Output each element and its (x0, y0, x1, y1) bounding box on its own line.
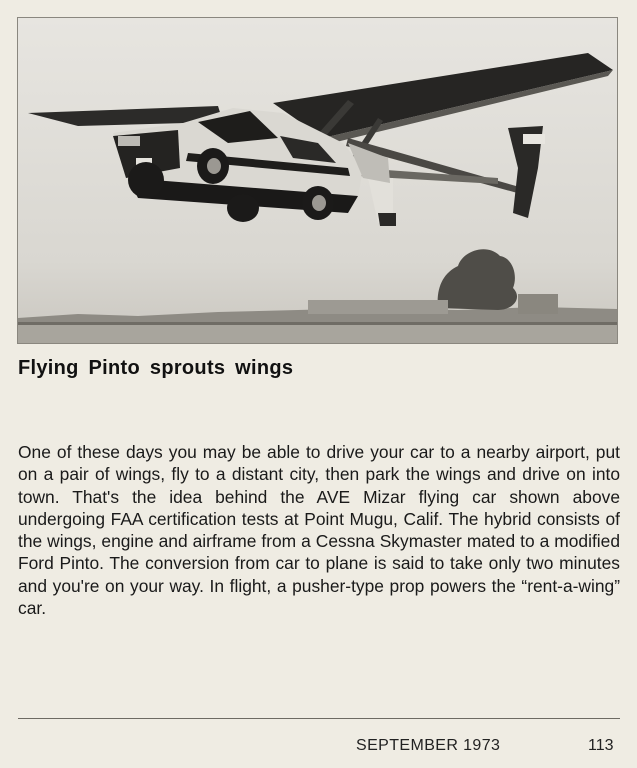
hubcap-front (207, 158, 221, 174)
hubcap-rear (312, 195, 326, 211)
car-headlight (118, 136, 140, 146)
footer-divider (18, 718, 620, 719)
article-photo (17, 17, 618, 344)
tail-fin-left-shadow (378, 213, 396, 226)
page-number: 113 (588, 737, 614, 754)
wheel-front-left (128, 162, 164, 198)
building (518, 294, 558, 314)
hangar (308, 300, 448, 314)
runway (18, 324, 617, 343)
article-headline: Flying Pinto sprouts wings (18, 357, 294, 379)
wheel-rear-left (227, 194, 259, 222)
runway-edge (18, 322, 617, 325)
article-body: One of these days you may be able to drive your car to a nearby airport, put on a pair of wings, fly to a distant city, then park the wings and drive on into town. That's the idea behind the AVE Mizar flying car shown above undergoing FAA certification tests at Point Mugu, Calif. The hybrid consists of the wings, engine and airframe from a Cessna Skymaster mated to a modified Ford Pinto. The conversion from car to plane is said to take only two minutes and you're on your way. In flight, a pusher-type prop powers the “rent-a-wing” car. (18, 442, 620, 619)
tail-fin-marking (523, 134, 545, 144)
issue-date: SEPTEMBER 1973 (356, 737, 501, 754)
